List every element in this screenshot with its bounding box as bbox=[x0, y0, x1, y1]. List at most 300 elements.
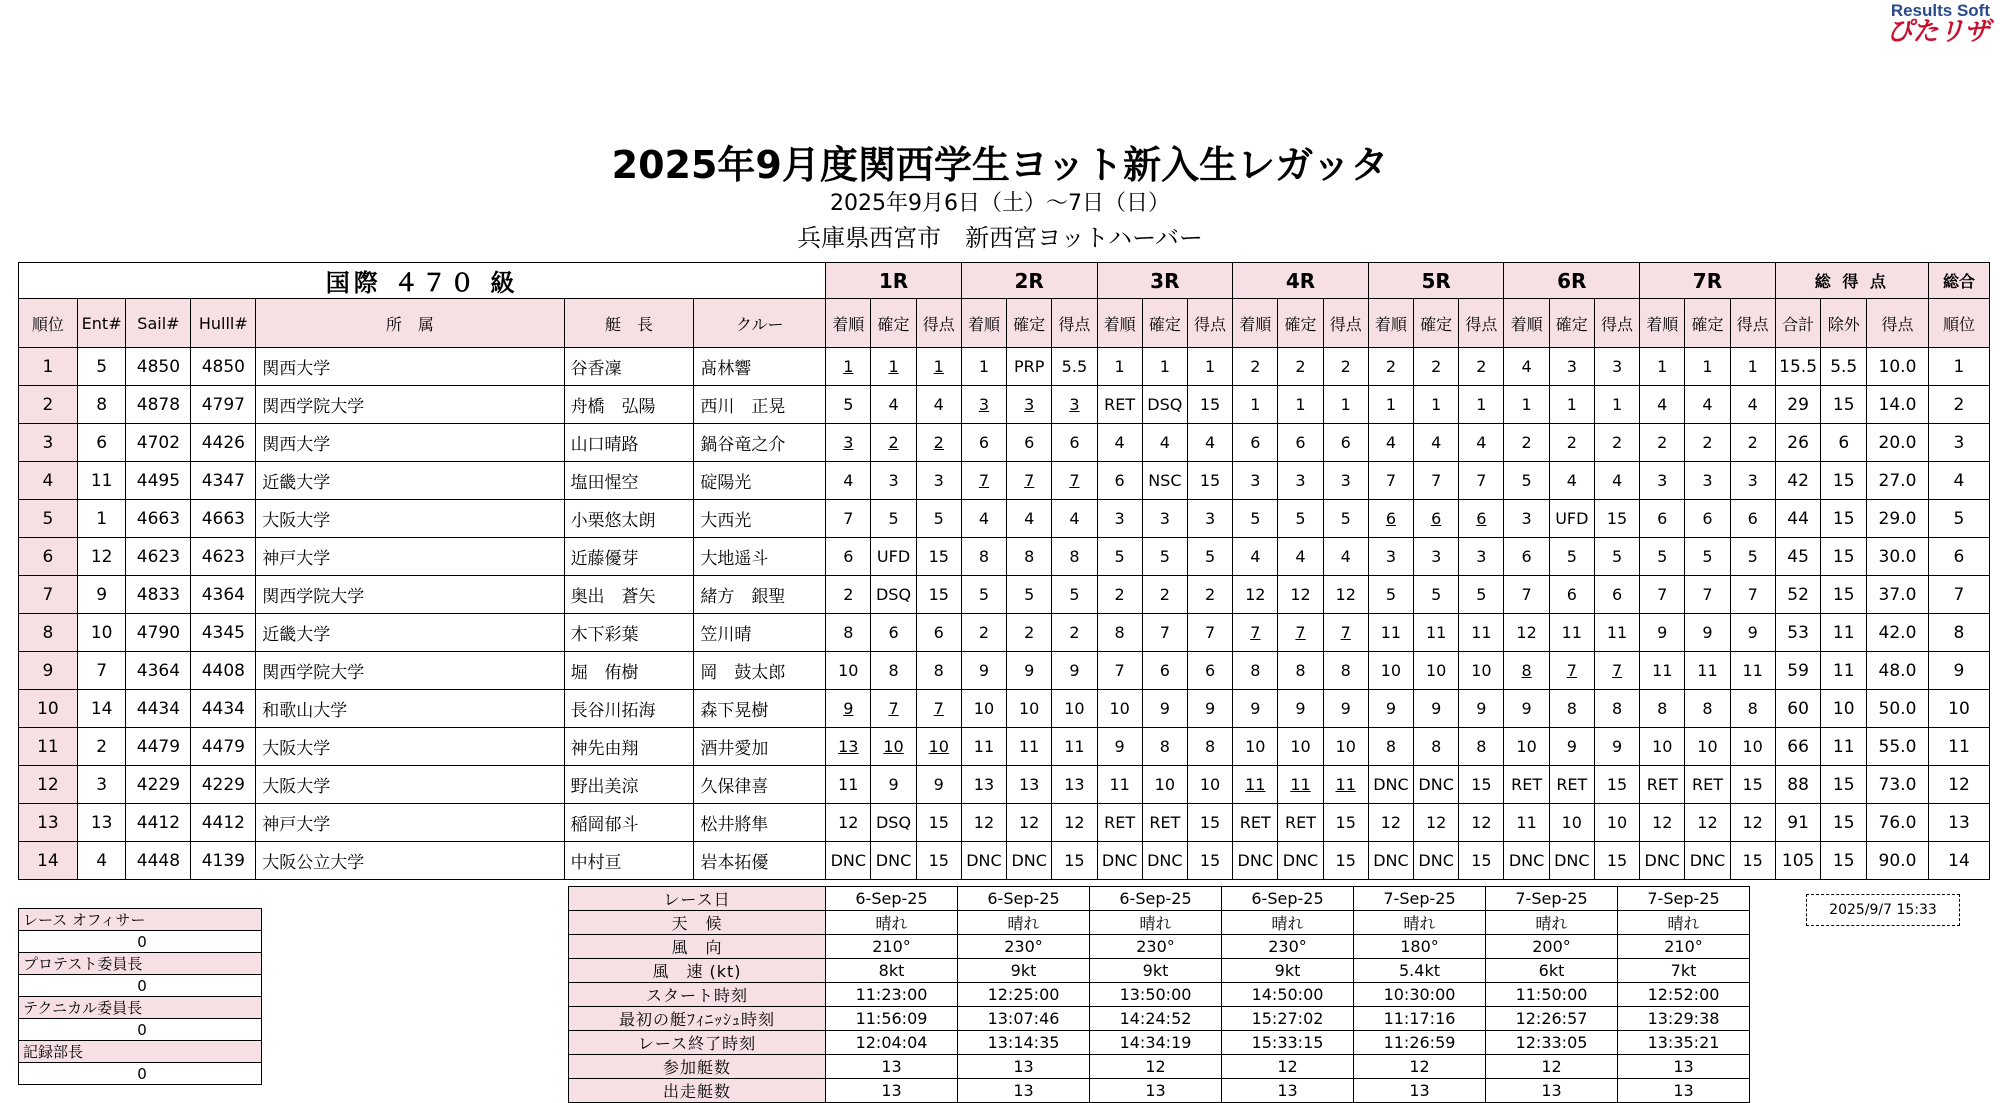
confirmed-cell: 3 bbox=[1685, 462, 1730, 500]
points-cell: 1 bbox=[1730, 348, 1775, 386]
confirmed-cell: 10 bbox=[1685, 728, 1730, 766]
sail-cell: 4850 bbox=[126, 348, 191, 386]
confirmed-cell: 6 bbox=[1142, 652, 1187, 690]
confirmed-cell: 9 bbox=[871, 766, 916, 804]
points-cell: 2 bbox=[1052, 614, 1097, 652]
result-row bbox=[19, 424, 1990, 462]
points-cell: 2 bbox=[1187, 576, 1232, 614]
race-info-row bbox=[569, 1031, 1750, 1055]
confirmed-cell: 10 bbox=[1007, 690, 1052, 728]
sum-cell: 53 bbox=[1775, 614, 1821, 652]
sail-cell: 4790 bbox=[126, 614, 191, 652]
finish-cell: 12 bbox=[826, 804, 871, 842]
confirmed-cell: 4 bbox=[1007, 500, 1052, 538]
points-cell: 9 bbox=[1323, 690, 1368, 728]
col-finish: 着順 bbox=[1097, 299, 1142, 348]
finish-cell: RET bbox=[1504, 766, 1549, 804]
race-info-value: 13:14:35 bbox=[958, 1031, 1090, 1055]
confirmed-cell: 10 bbox=[1414, 652, 1459, 690]
confirmed-cell: 7 bbox=[1278, 614, 1323, 652]
confirmed-cell: 3 bbox=[1007, 386, 1052, 424]
finish-cell: 1 bbox=[961, 348, 1006, 386]
confirmed-cell: 4 bbox=[1142, 424, 1187, 462]
sail-cell: 4702 bbox=[126, 424, 191, 462]
skipper-cell: 谷香凜 bbox=[564, 348, 694, 386]
confirmed-cell: 6 bbox=[871, 614, 916, 652]
crew-cell: 緒方 銀聖 bbox=[694, 576, 826, 614]
col-confirmed: 確定 bbox=[1549, 299, 1594, 348]
finish-cell: 6 bbox=[1640, 500, 1685, 538]
confirmed-cell: RET bbox=[1142, 804, 1187, 842]
sum-cell: 88 bbox=[1775, 766, 1821, 804]
skipper-cell: 山口晴路 bbox=[564, 424, 694, 462]
race-info-value: 13 bbox=[1090, 1079, 1222, 1103]
points-cell: 4 bbox=[1323, 538, 1368, 576]
finish-cell: DNC bbox=[1368, 842, 1413, 880]
col-finish: 着順 bbox=[1368, 299, 1413, 348]
race-info-label: 最初の艇ﾌｨﾆｯｼｭ時刻 bbox=[569, 1007, 826, 1031]
confirmed-cell: 3 bbox=[1278, 462, 1323, 500]
points-cell: 15 bbox=[916, 842, 961, 880]
points-cell: 4 bbox=[1594, 462, 1639, 500]
confirmed-cell: 5 bbox=[1414, 576, 1459, 614]
sail-cell: 4364 bbox=[126, 652, 191, 690]
points-cell: 3 bbox=[1052, 386, 1097, 424]
col-finish: 着順 bbox=[1640, 299, 1685, 348]
race-info-value: 210° bbox=[826, 935, 958, 959]
crew-cell: 岡 鼓太郎 bbox=[694, 652, 826, 690]
race-info-value: 12 bbox=[1090, 1055, 1222, 1079]
finish-cell: 1 bbox=[1097, 348, 1142, 386]
finish-cell: DNC bbox=[826, 842, 871, 880]
crew-cell: 松井將隼 bbox=[694, 804, 826, 842]
points-cell: 7 bbox=[1323, 614, 1368, 652]
result-row bbox=[19, 348, 1990, 386]
sail-cell: 4495 bbox=[126, 462, 191, 500]
finish-cell: DNC bbox=[961, 842, 1006, 880]
race-info-table bbox=[568, 886, 1750, 1103]
points-cell: 5 bbox=[1459, 576, 1504, 614]
confirmed-cell: 8 bbox=[1142, 728, 1187, 766]
race-info-value: 15:33:15 bbox=[1222, 1031, 1354, 1055]
confirmed-cell: 7 bbox=[1414, 462, 1459, 500]
crew-cell: 笠川晴 bbox=[694, 614, 826, 652]
confirmed-cell: 13 bbox=[1007, 766, 1052, 804]
confirmed-cell: 9 bbox=[1685, 614, 1730, 652]
net-cell: 55.0 bbox=[1867, 728, 1929, 766]
points-cell: 15 bbox=[1594, 500, 1639, 538]
finish-cell: 11 bbox=[1504, 804, 1549, 842]
race-info-label: 風 速 (kt) bbox=[569, 959, 826, 983]
discard-cell: 15 bbox=[1821, 462, 1867, 500]
result-row bbox=[19, 728, 1990, 766]
finish-cell: 1 bbox=[1504, 386, 1549, 424]
confirmed-cell: 2 bbox=[1685, 424, 1730, 462]
official-value: 0 bbox=[19, 1019, 262, 1041]
confirmed-cell: PRP bbox=[1007, 348, 1052, 386]
club-cell: 関西学院大学 bbox=[256, 576, 564, 614]
net-cell: 73.0 bbox=[1867, 766, 1929, 804]
confirmed-cell: 1 bbox=[871, 348, 916, 386]
finish-cell: 9 bbox=[1233, 690, 1278, 728]
points-cell: 1 bbox=[916, 348, 961, 386]
confirmed-cell: RET bbox=[1685, 766, 1730, 804]
race-info-value: 7-Sep-25 bbox=[1486, 887, 1618, 911]
skipper-cell: 近藤優芽 bbox=[564, 538, 694, 576]
net-cell: 50.0 bbox=[1867, 690, 1929, 728]
finish-cell: 8 bbox=[1504, 652, 1549, 690]
finish-cell: 11 bbox=[1640, 652, 1685, 690]
race-info-value: 13 bbox=[1486, 1079, 1618, 1103]
race-info-value: 6-Sep-25 bbox=[1222, 887, 1354, 911]
confirmed-cell: 11 bbox=[1414, 614, 1459, 652]
points-cell: 3 bbox=[1459, 538, 1504, 576]
finish-cell: 9 bbox=[1640, 614, 1685, 652]
skipper-cell: 長谷川拓海 bbox=[564, 690, 694, 728]
results-body bbox=[19, 348, 1990, 880]
finish-cell: 2 bbox=[961, 614, 1006, 652]
finish-cell: 4 bbox=[826, 462, 871, 500]
finish-cell: 3 bbox=[1097, 500, 1142, 538]
confirmed-cell: DNC bbox=[1142, 842, 1187, 880]
overall-rank-cell: 9 bbox=[1928, 652, 1989, 690]
race-info-row bbox=[569, 983, 1750, 1007]
race-info-label: 出走艇数 bbox=[569, 1079, 826, 1103]
hull-cell: 4347 bbox=[191, 462, 256, 500]
race-info-row bbox=[569, 935, 1750, 959]
points-cell: 12 bbox=[1730, 804, 1775, 842]
discard-cell: 15 bbox=[1821, 842, 1867, 880]
race-header-4: 4R bbox=[1233, 263, 1369, 299]
hull-cell: 4426 bbox=[191, 424, 256, 462]
race-info-value: 210° bbox=[1618, 935, 1750, 959]
hull-cell: 4229 bbox=[191, 766, 256, 804]
race-info-value: 13:07:46 bbox=[958, 1007, 1090, 1031]
finish-cell: RET bbox=[1233, 804, 1278, 842]
race-header-1: 1R bbox=[826, 263, 962, 299]
points-cell: 10 bbox=[1594, 804, 1639, 842]
points-cell: 4 bbox=[1187, 424, 1232, 462]
finish-cell: DNC bbox=[1504, 842, 1549, 880]
ent-cell: 13 bbox=[77, 804, 126, 842]
race-info-value: 7-Sep-25 bbox=[1618, 887, 1750, 911]
club-cell: 関西学院大学 bbox=[256, 652, 564, 690]
finish-cell: 3 bbox=[1640, 462, 1685, 500]
points-cell: 10 bbox=[1052, 690, 1097, 728]
sum-cell: 91 bbox=[1775, 804, 1821, 842]
col-points: 得点 bbox=[1459, 299, 1504, 348]
points-cell: 6 bbox=[1187, 652, 1232, 690]
finish-cell: 8 bbox=[826, 614, 871, 652]
race-header-3: 3R bbox=[1097, 263, 1233, 299]
rank-cell: 8 bbox=[19, 614, 78, 652]
ent-cell: 14 bbox=[77, 690, 126, 728]
confirmed-cell: 7 bbox=[1142, 614, 1187, 652]
points-cell: 15 bbox=[1187, 462, 1232, 500]
overall-header: 総合 bbox=[1928, 263, 1989, 299]
confirmed-cell: 2 bbox=[1007, 614, 1052, 652]
finish-cell: 1 bbox=[1640, 348, 1685, 386]
finish-cell: 5 bbox=[1640, 538, 1685, 576]
rank-cell: 9 bbox=[19, 652, 78, 690]
race-info-value: 11:23:00 bbox=[826, 983, 958, 1007]
race-info-value: 9kt bbox=[1222, 959, 1354, 983]
skipper-cell: 野出美涼 bbox=[564, 766, 694, 804]
points-cell: 5 bbox=[1052, 576, 1097, 614]
race-header-6: 6R bbox=[1504, 263, 1640, 299]
points-cell: 15 bbox=[1730, 766, 1775, 804]
sum-cell: 45 bbox=[1775, 538, 1821, 576]
sum-cell: 26 bbox=[1775, 424, 1821, 462]
finish-cell: 8 bbox=[1233, 652, 1278, 690]
skipper-cell: 奥出 蒼矢 bbox=[564, 576, 694, 614]
confirmed-cell: 12 bbox=[1414, 804, 1459, 842]
race-header-row bbox=[19, 263, 1990, 299]
race-info-value: 晴れ bbox=[1486, 911, 1618, 935]
race-info-value: 8kt bbox=[826, 959, 958, 983]
race-info-value: 晴れ bbox=[1618, 911, 1750, 935]
rank-cell: 11 bbox=[19, 728, 78, 766]
col-points: 得点 bbox=[1323, 299, 1368, 348]
points-cell: 11 bbox=[1594, 614, 1639, 652]
points-cell: 12 bbox=[1052, 804, 1097, 842]
points-cell: 15 bbox=[1594, 842, 1639, 880]
confirmed-cell: 8 bbox=[1414, 728, 1459, 766]
rank-cell: 2 bbox=[19, 386, 78, 424]
race-info-value: 12 bbox=[1354, 1055, 1486, 1079]
result-row bbox=[19, 538, 1990, 576]
finish-cell: 7 bbox=[1368, 462, 1413, 500]
sum-cell: 29 bbox=[1775, 386, 1821, 424]
finish-cell: 6 bbox=[1097, 462, 1142, 500]
points-cell: 6 bbox=[1323, 424, 1368, 462]
skipper-cell: 中村亘 bbox=[564, 842, 694, 880]
rank-cell: 3 bbox=[19, 424, 78, 462]
race-info-value: 13 bbox=[1222, 1079, 1354, 1103]
finish-cell: 6 bbox=[1504, 538, 1549, 576]
race-info-value: 12:52:00 bbox=[1618, 983, 1750, 1007]
confirmed-cell: 11 bbox=[1549, 614, 1594, 652]
race-info-value: 12:04:04 bbox=[826, 1031, 958, 1055]
confirmed-cell: 7 bbox=[1685, 576, 1730, 614]
confirmed-cell: 8 bbox=[1549, 690, 1594, 728]
confirmed-cell: 6 bbox=[1278, 424, 1323, 462]
confirmed-cell: 10 bbox=[1142, 766, 1187, 804]
crew-cell: 碇陽光 bbox=[694, 462, 826, 500]
race-info-value: 6-Sep-25 bbox=[1090, 887, 1222, 911]
official-title: レース オフィサー bbox=[19, 909, 262, 931]
club-cell: 和歌山大学 bbox=[256, 690, 564, 728]
finish-cell: 9 bbox=[826, 690, 871, 728]
finish-cell: DNC bbox=[1368, 766, 1413, 804]
confirmed-cell: 10 bbox=[1549, 804, 1594, 842]
sail-cell: 4663 bbox=[126, 500, 191, 538]
confirmed-cell: 7 bbox=[871, 690, 916, 728]
col-finish: 着順 bbox=[826, 299, 871, 348]
confirmed-cell: 3 bbox=[1549, 348, 1594, 386]
points-cell: 8 bbox=[1323, 652, 1368, 690]
col-ent: Ent# bbox=[77, 299, 126, 348]
rank-cell: 1 bbox=[19, 348, 78, 386]
confirmed-cell: 8 bbox=[1278, 652, 1323, 690]
points-cell: 7 bbox=[1459, 462, 1504, 500]
race-info-value: 11:50:00 bbox=[1486, 983, 1618, 1007]
finish-cell: 10 bbox=[1640, 728, 1685, 766]
race-info-value: 11:17:16 bbox=[1354, 1007, 1486, 1031]
points-cell: 10 bbox=[1187, 766, 1232, 804]
skipper-cell: 木下彩葉 bbox=[564, 614, 694, 652]
discard-cell: 6 bbox=[1821, 424, 1867, 462]
overall-rank-cell: 6 bbox=[1928, 538, 1989, 576]
ent-cell: 9 bbox=[77, 576, 126, 614]
finish-cell: 3 bbox=[1504, 500, 1549, 538]
hull-cell: 4412 bbox=[191, 804, 256, 842]
sail-cell: 4229 bbox=[126, 766, 191, 804]
overall-rank-cell: 8 bbox=[1928, 614, 1989, 652]
race-info-value: 10:30:00 bbox=[1354, 983, 1486, 1007]
sum-cell: 42 bbox=[1775, 462, 1821, 500]
race-info-label: 参加艇数 bbox=[569, 1055, 826, 1079]
points-cell: 7 bbox=[916, 690, 961, 728]
overall-rank-cell: 14 bbox=[1928, 842, 1989, 880]
finish-cell: DNC bbox=[1640, 842, 1685, 880]
club-cell: 大阪大学 bbox=[256, 766, 564, 804]
points-cell: 15 bbox=[1187, 386, 1232, 424]
finish-cell: 7 bbox=[961, 462, 1006, 500]
points-cell: 5 bbox=[916, 500, 961, 538]
net-cell: 48.0 bbox=[1867, 652, 1929, 690]
col-crew: クルー bbox=[694, 299, 826, 348]
col-confirmed: 確定 bbox=[1685, 299, 1730, 348]
points-cell: 3 bbox=[1730, 462, 1775, 500]
confirmed-cell: 2 bbox=[1549, 424, 1594, 462]
overall-rank-cell: 1 bbox=[1928, 348, 1989, 386]
crew-cell: 大西光 bbox=[694, 500, 826, 538]
confirmed-cell: 9 bbox=[1414, 690, 1459, 728]
hull-cell: 4408 bbox=[191, 652, 256, 690]
discard-cell: 15 bbox=[1821, 500, 1867, 538]
race-info-label: 風 向 bbox=[569, 935, 826, 959]
finish-cell: 1 bbox=[826, 348, 871, 386]
confirmed-cell: 1 bbox=[1414, 386, 1459, 424]
points-cell: 4 bbox=[1730, 386, 1775, 424]
col-net: 得点 bbox=[1867, 299, 1929, 348]
points-cell: 12 bbox=[1323, 576, 1368, 614]
confirmed-cell: 3 bbox=[1142, 500, 1187, 538]
sail-cell: 4479 bbox=[126, 728, 191, 766]
confirmed-cell: DNC bbox=[1007, 842, 1052, 880]
finish-cell: 8 bbox=[1097, 614, 1142, 652]
skipper-cell: 塩田惺空 bbox=[564, 462, 694, 500]
confirmed-cell: DNC bbox=[1414, 766, 1459, 804]
points-cell: 15 bbox=[916, 576, 961, 614]
points-cell: 12 bbox=[1459, 804, 1504, 842]
race-info-value: 13:29:38 bbox=[1618, 1007, 1750, 1031]
confirmed-cell: 10 bbox=[1278, 728, 1323, 766]
result-row bbox=[19, 804, 1990, 842]
race-info-value: 13:35:21 bbox=[1618, 1031, 1750, 1055]
race-info-row bbox=[569, 959, 1750, 983]
points-cell: 8 bbox=[916, 652, 961, 690]
finish-cell: 9 bbox=[961, 652, 1006, 690]
race-info-value: 11:26:59 bbox=[1354, 1031, 1486, 1055]
points-cell: 15 bbox=[1323, 804, 1368, 842]
finish-cell: 3 bbox=[1368, 538, 1413, 576]
overall-rank-cell: 7 bbox=[1928, 576, 1989, 614]
points-cell: 15 bbox=[1459, 842, 1504, 880]
race-info-value: 12 bbox=[1486, 1055, 1618, 1079]
net-cell: 27.0 bbox=[1867, 462, 1929, 500]
points-cell: 8 bbox=[1594, 690, 1639, 728]
race-info-value: 5.4kt bbox=[1354, 959, 1486, 983]
discard-cell: 11 bbox=[1821, 652, 1867, 690]
confirmed-cell: 6 bbox=[1685, 500, 1730, 538]
skipper-cell: 小栗悠太朗 bbox=[564, 500, 694, 538]
club-cell: 関西学院大学 bbox=[256, 386, 564, 424]
confirmed-cell: 8 bbox=[1685, 690, 1730, 728]
sum-cell: 44 bbox=[1775, 500, 1821, 538]
points-cell: 15 bbox=[1187, 804, 1232, 842]
logo-line-1: Results Soft bbox=[1890, 1, 1990, 20]
col-points: 得点 bbox=[1730, 299, 1775, 348]
race-info-value: 13 bbox=[1354, 1079, 1486, 1103]
race-info-value: 6kt bbox=[1486, 959, 1618, 983]
confirmed-cell: 3 bbox=[1414, 538, 1459, 576]
crew-cell: 森下晃樹 bbox=[694, 690, 826, 728]
points-cell: 8 bbox=[1052, 538, 1097, 576]
hull-cell: 4434 bbox=[191, 690, 256, 728]
confirmed-cell: 2 bbox=[1414, 348, 1459, 386]
confirmed-cell: 5 bbox=[1685, 538, 1730, 576]
points-cell: 4 bbox=[916, 386, 961, 424]
finish-cell: 4 bbox=[1640, 386, 1685, 424]
points-cell: 9 bbox=[1052, 652, 1097, 690]
race-info-label: スタート時刻 bbox=[569, 983, 826, 1007]
race-info-value: 12:25:00 bbox=[958, 983, 1090, 1007]
skipper-cell: 舟橋 弘陽 bbox=[564, 386, 694, 424]
finish-cell: RET bbox=[1097, 804, 1142, 842]
points-cell: 7 bbox=[1187, 614, 1232, 652]
col-confirmed: 確定 bbox=[871, 299, 916, 348]
ent-cell: 10 bbox=[77, 614, 126, 652]
confirmed-cell: 6 bbox=[1414, 500, 1459, 538]
discard-cell: 15 bbox=[1821, 538, 1867, 576]
ent-cell: 6 bbox=[77, 424, 126, 462]
finish-cell: 10 bbox=[1368, 652, 1413, 690]
points-cell: 15 bbox=[1052, 842, 1097, 880]
confirmed-cell: 5 bbox=[1549, 538, 1594, 576]
ent-cell: 8 bbox=[77, 386, 126, 424]
column-header-row bbox=[19, 299, 1990, 348]
net-cell: 76.0 bbox=[1867, 804, 1929, 842]
race-info-value: 15:27:02 bbox=[1222, 1007, 1354, 1031]
rank-cell: 5 bbox=[19, 500, 78, 538]
race-info-value: 6-Sep-25 bbox=[826, 887, 958, 911]
col-points: 得点 bbox=[916, 299, 961, 348]
col-discard: 除外 bbox=[1821, 299, 1867, 348]
points-cell: 11 bbox=[1459, 614, 1504, 652]
finish-cell: 12 bbox=[1640, 804, 1685, 842]
finish-cell: 13 bbox=[961, 766, 1006, 804]
finish-cell: 13 bbox=[826, 728, 871, 766]
finish-cell: 3 bbox=[961, 386, 1006, 424]
finish-cell: 11 bbox=[826, 766, 871, 804]
rank-cell: 4 bbox=[19, 462, 78, 500]
club-cell: 関西大学 bbox=[256, 348, 564, 386]
race-info-value: 14:34:19 bbox=[1090, 1031, 1222, 1055]
points-cell: 8 bbox=[1187, 728, 1232, 766]
finish-cell: 5 bbox=[961, 576, 1006, 614]
